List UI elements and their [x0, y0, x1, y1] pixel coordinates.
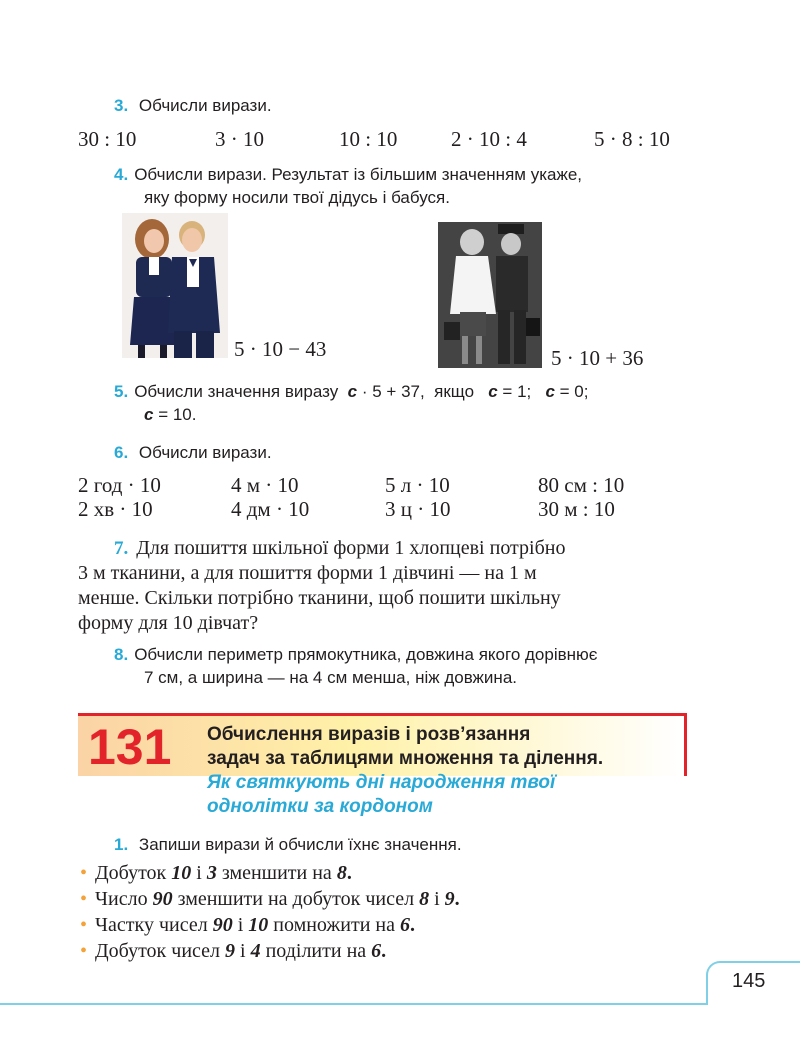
bullet-icon: •: [80, 940, 88, 962]
task-line: форму для 10 дівчат?: [78, 612, 259, 634]
expression-vintage: 5 · 10 + 36: [551, 346, 644, 370]
task-number: 8.: [114, 645, 129, 664]
expression: 30 : 10: [78, 127, 137, 151]
variable: c: [144, 405, 154, 424]
task-line: Для пошиття шкільної форми 1 хлопцеві потрібно: [136, 537, 566, 559]
list-item: • Число 90 зменшити на добуток чисел 8 і 9 .: [80, 888, 460, 910]
task-text: · 5 + 37, якщо: [357, 382, 475, 401]
task-1-heading: [114, 835, 462, 855]
task-text: Обчисли значення виразу: [134, 382, 339, 401]
lesson-title-line: задач за таблицями множення та ділення.: [207, 748, 604, 769]
lesson-subtitle-line: Як святкують дні народження твої: [207, 772, 556, 793]
task-line: Обчисли периметр прямокутника, довжина якого дорівнює: [134, 645, 598, 664]
task-text: = 10.: [153, 405, 197, 424]
bullet-icon: •: [80, 862, 88, 884]
task-text: = 0;: [554, 382, 589, 401]
expression-column: [538, 473, 624, 521]
task-number: 6.: [114, 443, 129, 462]
task-8-text: [114, 643, 597, 689]
expression: 5 · 8 : 10: [594, 127, 670, 151]
task-line: 7 см, а ширина — на 4 см менша, ніж довжина.: [144, 668, 517, 687]
expression-modern: 5 · 10 − 43: [234, 337, 327, 361]
expression: 3 · 10: [215, 127, 264, 151]
task-text: = 1;: [497, 382, 532, 401]
lesson-number: 131: [88, 719, 172, 775]
expression-column: [78, 473, 161, 521]
list-item: • Добуток 10 і 3 зменшити на 8 .: [80, 862, 352, 884]
expression: 2 · 10 : 4: [451, 127, 527, 151]
variable: c: [347, 382, 358, 401]
task-number: 4.: [114, 165, 129, 184]
task-line: яку форму носили твої дідусь і бабуся.: [144, 188, 450, 207]
task-line: менше. Скільки потрібно тканини, щоб пошити шкільну: [78, 587, 561, 609]
task-number: 7.: [114, 538, 129, 559]
list-item: • Частку чисел 90 і 10 помножити на 6 .: [80, 914, 415, 936]
bullet-icon: •: [80, 914, 88, 936]
vintage-uniform-photo: [438, 222, 542, 368]
page-number: 145: [732, 970, 766, 992]
expression: 3 ц · 10: [385, 497, 451, 521]
expression: 4 м · 10: [231, 473, 299, 497]
expression: 2 хв · 10: [78, 497, 153, 521]
variable: c: [545, 382, 555, 401]
task-number: 1.: [114, 835, 129, 854]
task-text: Обчисли вирази.: [138, 96, 272, 115]
expression-column: [231, 473, 309, 521]
lesson-title: [207, 723, 603, 819]
task-7-text: [78, 536, 684, 636]
modern-uniform-photo: [122, 213, 228, 358]
expression: 10 : 10: [339, 127, 398, 151]
expression: 2 год · 10: [78, 473, 161, 497]
task-5-text: [114, 380, 689, 426]
expression-column: [385, 473, 450, 521]
task-number: 5.: [114, 382, 129, 401]
expression: 4 дм · 10: [231, 497, 310, 521]
task-text: Обчисли вирази.: [138, 443, 272, 462]
task-line: 3 м тканини, а для пошиття форми 1 дівчині — на 1 м: [78, 562, 537, 584]
list-item: • Добуток чисел 9 і 4 поділити на 6 .: [80, 940, 387, 962]
bullet-icon: •: [80, 888, 88, 910]
task-text: Запиши вирази й обчисли їхнє значення.: [138, 835, 462, 854]
footer-rule: [0, 1003, 800, 1005]
task-4-text: [114, 163, 582, 209]
variable: c: [488, 382, 498, 401]
expression: 80 см : 10: [538, 473, 625, 497]
task-6-heading: [114, 443, 272, 463]
expression: 30 м : 10: [538, 497, 615, 521]
expression: 5 л · 10: [385, 473, 450, 497]
lesson-title-line: Обчислення виразів і розв’язання: [207, 724, 531, 745]
task-number: 3.: [114, 96, 129, 115]
task-line: Обчисли вирази. Результат із більшим значенням укаже,: [134, 165, 583, 184]
task-1-list: [80, 860, 460, 964]
task-3-heading: [114, 96, 272, 116]
lesson-subtitle-line: однолітки за кордоном: [207, 796, 433, 817]
